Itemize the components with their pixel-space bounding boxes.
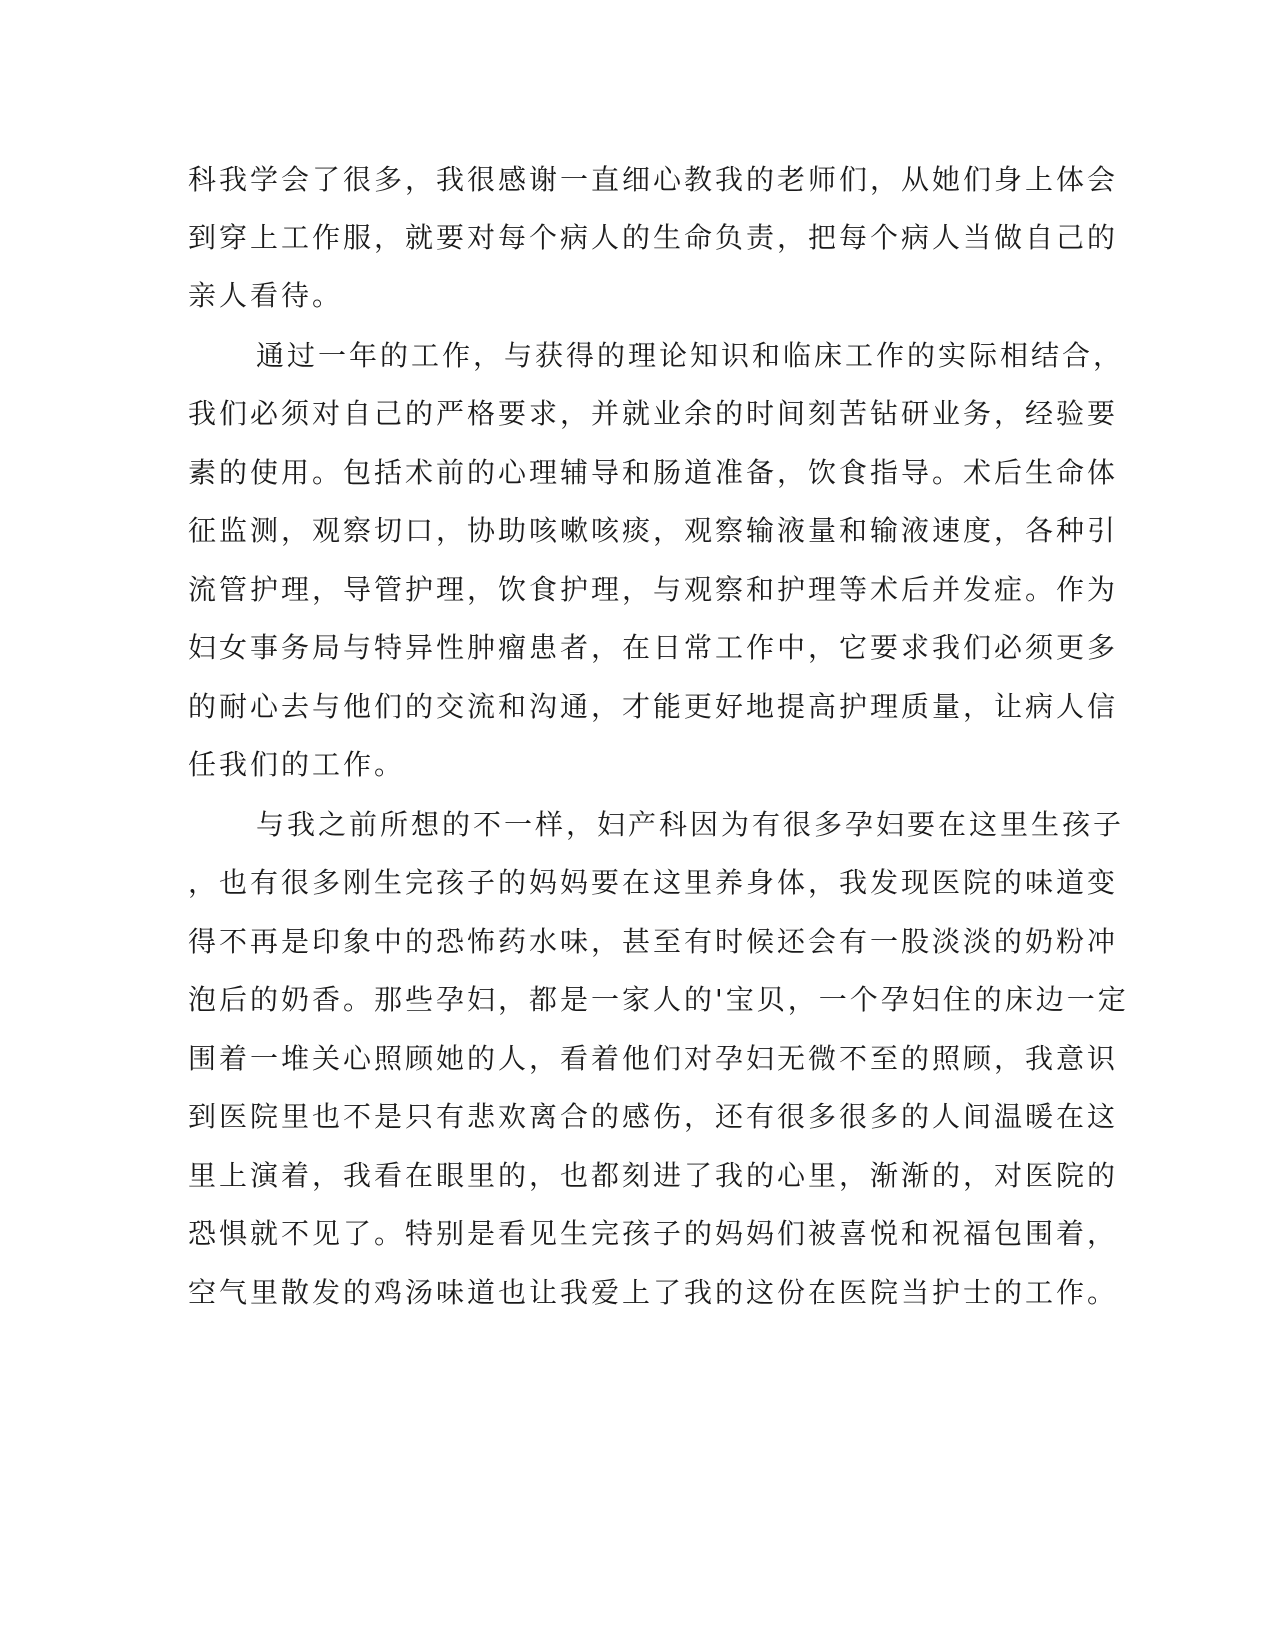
paragraph-1-line-1: 科我学会了很多，我很感谢一直细心教我的老师们，从她们身上体会	[188, 163, 1119, 196]
paragraph-2-line-4: 征监测，观察切口，协助咳嗽咳痰，观察输液量和输液速度，各种引	[188, 514, 1119, 547]
paragraph-2-line-3: 素的使用。包括术前的心理辅导和肠道准备，饮食指导。术后生命体	[188, 456, 1119, 489]
paragraph-1-line-2: 到穿上工作服，就要对每个病人的生命负责，把每个病人当做自己的	[188, 221, 1119, 254]
paragraph-2-line-6: 妇女事务局与特异性肿瘤患者，在日常工作中，它要求我们必须更多	[188, 631, 1119, 664]
paragraph-1-line-3: 亲人看待。	[188, 279, 344, 312]
paragraph-2-line-1: 通过一年的工作，与获得的理论知识和临床工作的实际相结合，	[256, 339, 1125, 372]
paragraph-3-line-1: 与我之前所想的不一样，妇产科因为有很多孕妇要在这里生孩子	[256, 808, 1125, 841]
paragraph-2-line-5: 流管护理，导管护理，饮食护理，与观察和护理等术后并发症。作为	[188, 573, 1119, 606]
paragraph-3-line-6: 到医院里也不是只有悲欢离合的感伤，还有很多很多的人间温暖在这	[188, 1100, 1119, 1133]
paragraph-3-line-5: 围着一堆关心照顾她的人，看着他们对孕妇无微不至的照顾，我意识	[188, 1042, 1119, 1075]
paragraph-2-line-2: 我们必须对自己的严格要求，并就业余的时间刻苦钻研业务，经验要	[188, 397, 1119, 430]
paragraph-3-line-2: ，也有很多刚生完孩子的妈妈要在这里养身体，我发现医院的味道变	[188, 866, 1119, 899]
paragraph-3-line-9: 空气里散发的鸡汤味道也让我爱上了我的这份在医院当护士的工作。	[188, 1276, 1119, 1309]
paragraph-3-line-4: 泡后的奶香。那些孕妇，都是一家人的'宝贝，一个孕妇住的床边一定	[188, 983, 1129, 1016]
paragraph-3-line-7: 里上演着，我看在眼里的，也都刻进了我的心里，渐渐的，对医院的	[188, 1159, 1119, 1192]
paragraph-3-line-3: 得不再是印象中的恐怖药水味，甚至有时候还会有一股淡淡的奶粉冲	[188, 925, 1119, 958]
paragraph-2-line-7: 的耐心去与他们的交流和沟通，才能更好地提高护理质量，让病人信	[188, 690, 1119, 723]
paragraph-3-line-8: 恐惧就不见了。特别是看见生完孩子的妈妈们被喜悦和祝福包围着，	[188, 1217, 1119, 1250]
paragraph-2-line-8: 任我们的工作。	[188, 748, 406, 781]
